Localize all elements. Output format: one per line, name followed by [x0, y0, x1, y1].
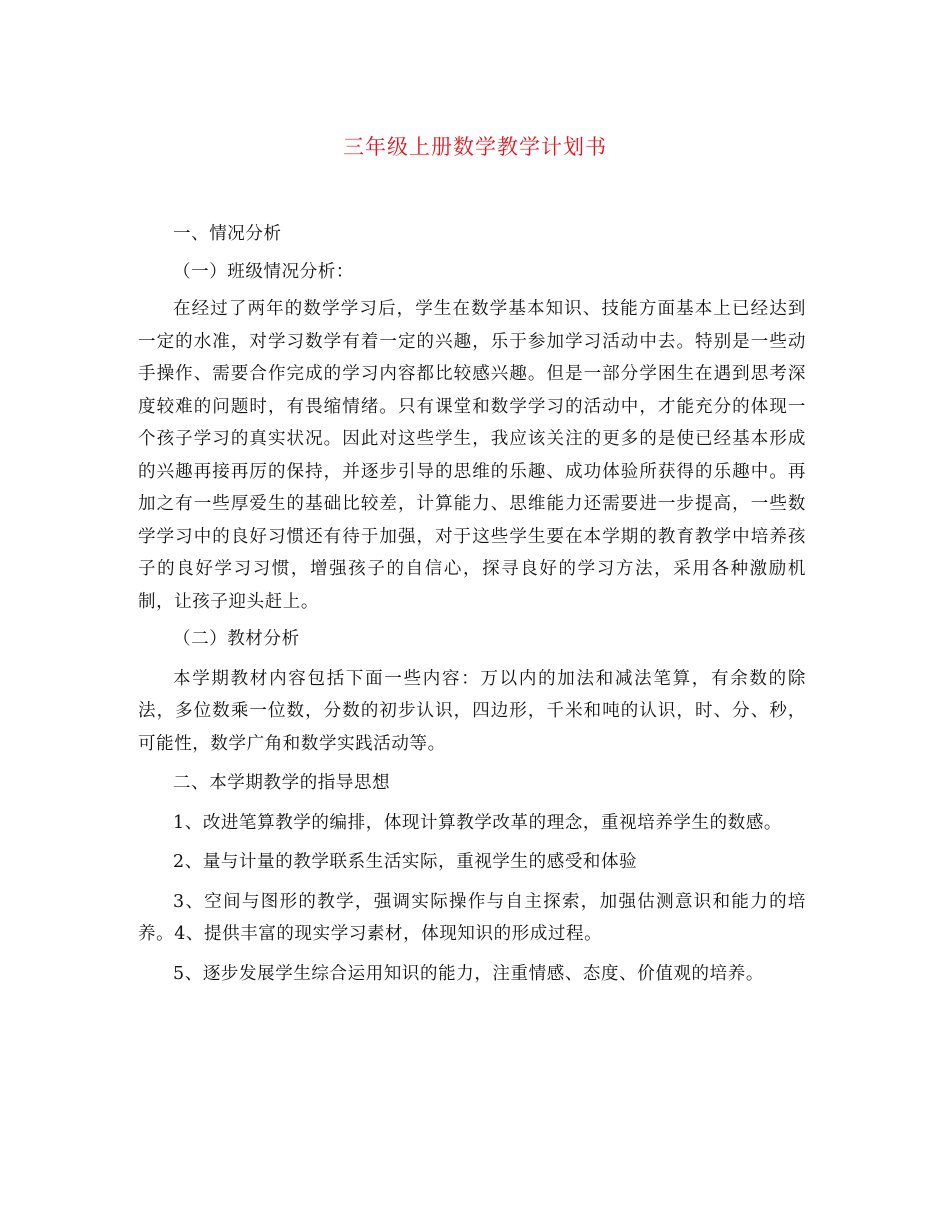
- document-title: 三年级上册数学教学计划书: [343, 135, 607, 159]
- list-item-5: 5、逐步发展学生综合运用知识的能力，注重情感、态度、价值观的培养。: [173, 963, 764, 984]
- document-body: [138, 218, 806, 990]
- list-item-1: 1、改进笔算教学的编排，体现计算教学改革的理念，重视培养学生的数感。: [173, 812, 783, 833]
- heading-guiding-thoughts: 二、本学期教学的指导思想: [173, 773, 391, 793]
- subheading-class-analysis: （一）班级情况分析：: [173, 261, 354, 282]
- list-item-2: 2、量与计量的教学联系生活实际，重视学生的感受和体验: [173, 852, 638, 872]
- subheading-textbook-analysis: （二）教材分析: [173, 629, 300, 649]
- paragraph-class-analysis: 在经过了两年的数学学习后，学生在数学基本知识、技能方面基本上已经达到一定的水准，对学习数学有着一定的兴趣，乐于参加学习活动中去。特别是一些动手操作、需要合作完成的学习内容都比较感兴趣。但是一部分学困生在遇到思考深度较难的问题时，有畏缩情绪。只有课堂和数学学习的活动中，才能充分的体现一个孩子学习的真实状况。因此对这些学生，我应该关注的更多的是使已经基本形成的兴趣再接再厉的保持，并逐步引导的思维的乐趣、成功体验所获得的乐趣中。再加之有一些厚爱生的基础比较差，计算能力、思维能力还需要进一步提高，一些数学学习中的良好习惯还有待于加强，对于这些学生要在本学期的教育教学中培养孩子的良好学习习惯，增强孩子的自信心，探寻良好的学习方法，采用各种激励机制，让孩子迎头赶上。: [138, 299, 806, 612]
- list-item-3-4: 3、空间与图形的教学，强调实际操作与自主探索，加强估测意识和能力的培养。4、提供丰富的现实学习素材，体现知识的形成过程。: [138, 891, 806, 944]
- paragraph-textbook-analysis: 本学期教材内容包括下面一些内容：万以内的加法和减法笔算，有余数的除法，多位数乘一位数，分数的初步认识，四边形，千米和吨的认识，时、分、秒，可能性，数学广角和数学实践活动等。: [138, 668, 806, 754]
- heading-situation-analysis: 一、情况分析: [173, 224, 282, 244]
